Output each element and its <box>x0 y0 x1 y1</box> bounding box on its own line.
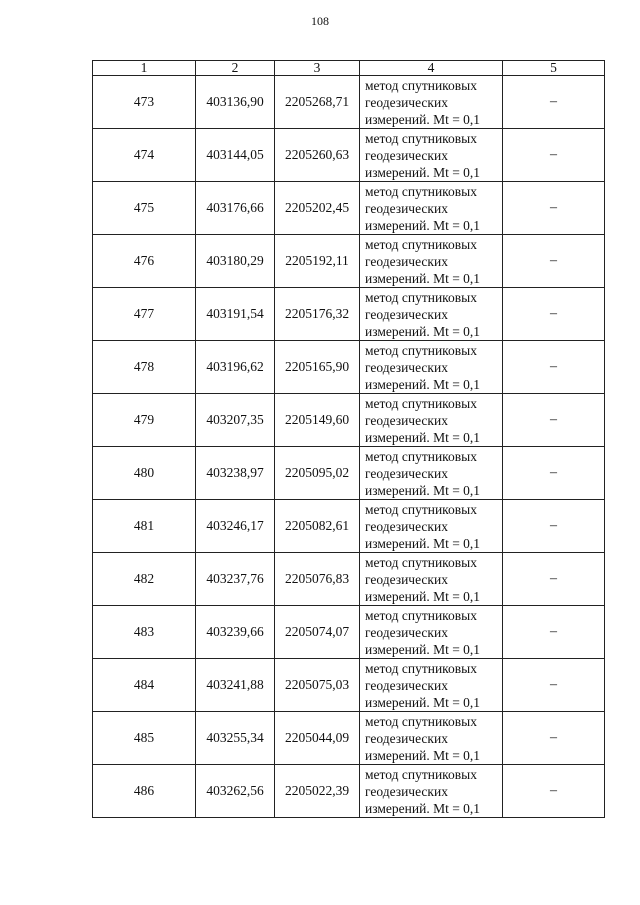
method-cell <box>360 288 503 341</box>
table-row <box>93 288 605 341</box>
y-coordinate-cell: 2205074,07 <box>275 606 360 659</box>
point-number-cell: 482 <box>93 553 196 606</box>
y-coordinate-cell: 2205165,90 <box>275 341 360 394</box>
x-coordinate-cell: 403262,56 <box>196 765 275 818</box>
method-line: геодезических <box>365 253 448 269</box>
point-number-cell: 473 <box>93 76 196 129</box>
column-header-1: 1 <box>93 61 196 76</box>
note-cell: – <box>503 765 605 818</box>
note-cell: – <box>503 341 605 394</box>
table-row <box>93 712 605 765</box>
table-row <box>93 129 605 182</box>
y-coordinate-cell: 2205268,71 <box>275 76 360 129</box>
method-line: измерений. Mt = 0,1 <box>365 323 481 339</box>
method-cell <box>360 394 503 447</box>
x-coordinate-cell: 403136,90 <box>196 76 275 129</box>
method-line: метод спутниковых <box>365 607 477 623</box>
method-line: геодезических <box>365 200 448 216</box>
x-coordinate-cell: 403241,88 <box>196 659 275 712</box>
method-line: геодезических <box>365 359 448 375</box>
point-number-cell: 476 <box>93 235 196 288</box>
x-coordinate-cell: 403207,35 <box>196 394 275 447</box>
method-line: измерений. Mt = 0,1 <box>365 482 481 498</box>
method-line: измерений. Mt = 0,1 <box>365 217 481 233</box>
note-cell: – <box>503 712 605 765</box>
y-coordinate-cell: 2205082,61 <box>275 500 360 553</box>
column-header-5: 5 <box>503 61 605 76</box>
method-line: метод спутниковых <box>365 130 477 146</box>
method-line: измерений. Mt = 0,1 <box>365 694 481 710</box>
table-row <box>93 659 605 712</box>
x-coordinate-cell: 403239,66 <box>196 606 275 659</box>
method-line: геодезических <box>365 412 448 428</box>
x-coordinate-cell: 403144,05 <box>196 129 275 182</box>
point-number-cell: 474 <box>93 129 196 182</box>
method-cell <box>360 765 503 818</box>
coordinates-table <box>92 60 605 818</box>
method-line: метод спутниковых <box>365 183 477 199</box>
method-cell <box>360 606 503 659</box>
x-coordinate-cell: 403237,76 <box>196 553 275 606</box>
method-cell <box>360 659 503 712</box>
method-line: геодезических <box>365 518 448 534</box>
table-row <box>93 765 605 818</box>
method-line: измерений. Mt = 0,1 <box>365 111 481 127</box>
point-number-cell: 481 <box>93 500 196 553</box>
method-cell <box>360 341 503 394</box>
method-line: геодезических <box>365 465 448 481</box>
point-number-cell: 485 <box>93 712 196 765</box>
method-line: измерений. Mt = 0,1 <box>365 641 481 657</box>
y-coordinate-cell: 2205176,32 <box>275 288 360 341</box>
method-line: измерений. Mt = 0,1 <box>365 429 481 445</box>
method-cell <box>360 235 503 288</box>
method-cell <box>360 712 503 765</box>
note-cell: – <box>503 606 605 659</box>
note-cell: – <box>503 182 605 235</box>
point-number-cell: 484 <box>93 659 196 712</box>
x-coordinate-cell: 403180,29 <box>196 235 275 288</box>
y-coordinate-cell: 2205260,63 <box>275 129 360 182</box>
note-cell: – <box>503 659 605 712</box>
table-row <box>93 235 605 288</box>
method-line: метод спутниковых <box>365 289 477 305</box>
method-line: измерений. Mt = 0,1 <box>365 747 481 763</box>
note-cell: – <box>503 129 605 182</box>
method-line: метод спутниковых <box>365 713 477 729</box>
method-line: геодезических <box>365 571 448 587</box>
table-row <box>93 341 605 394</box>
point-number-cell: 475 <box>93 182 196 235</box>
note-cell: – <box>503 235 605 288</box>
note-cell: – <box>503 447 605 500</box>
method-line: геодезических <box>365 783 448 799</box>
page-number: 108 <box>311 14 329 28</box>
note-cell: – <box>503 288 605 341</box>
column-header-4: 4 <box>360 61 503 76</box>
y-coordinate-cell: 2205075,03 <box>275 659 360 712</box>
method-line: измерений. Mt = 0,1 <box>365 376 481 392</box>
method-cell <box>360 447 503 500</box>
column-header-3: 3 <box>275 61 360 76</box>
method-line: метод спутниковых <box>365 395 477 411</box>
table-row <box>93 553 605 606</box>
note-cell: – <box>503 500 605 553</box>
x-coordinate-cell: 403238,97 <box>196 447 275 500</box>
y-coordinate-cell: 2205044,09 <box>275 712 360 765</box>
y-coordinate-cell: 2205202,45 <box>275 182 360 235</box>
table-header-row <box>93 61 605 76</box>
method-line: геодезических <box>365 677 448 693</box>
table-row <box>93 447 605 500</box>
method-cell <box>360 500 503 553</box>
method-line: метод спутниковых <box>365 501 477 517</box>
method-line: метод спутниковых <box>365 236 477 252</box>
x-coordinate-cell: 403246,17 <box>196 500 275 553</box>
table-row <box>93 76 605 129</box>
method-line: геодезических <box>365 147 448 163</box>
method-line: измерений. Mt = 0,1 <box>365 588 481 604</box>
method-cell <box>360 553 503 606</box>
y-coordinate-cell: 2205022,39 <box>275 765 360 818</box>
x-coordinate-cell: 403196,62 <box>196 341 275 394</box>
method-line: метод спутниковых <box>365 342 477 358</box>
method-line: измерений. Mt = 0,1 <box>365 164 481 180</box>
method-line: геодезических <box>365 306 448 322</box>
y-coordinate-cell: 2205076,83 <box>275 553 360 606</box>
method-line: геодезических <box>365 730 448 746</box>
method-line: геодезических <box>365 94 448 110</box>
point-number-cell: 480 <box>93 447 196 500</box>
method-line: геодезических <box>365 624 448 640</box>
method-line: измерений. Mt = 0,1 <box>365 800 481 816</box>
y-coordinate-cell: 2205095,02 <box>275 447 360 500</box>
method-cell <box>360 182 503 235</box>
method-line: метод спутниковых <box>365 554 477 570</box>
note-cell: – <box>503 394 605 447</box>
method-line: измерений. Mt = 0,1 <box>365 535 481 551</box>
table-row <box>93 394 605 447</box>
x-coordinate-cell: 403191,54 <box>196 288 275 341</box>
method-cell <box>360 76 503 129</box>
x-coordinate-cell: 403255,34 <box>196 712 275 765</box>
method-cell <box>360 129 503 182</box>
note-cell: – <box>503 76 605 129</box>
note-cell: – <box>503 553 605 606</box>
point-number-cell: 478 <box>93 341 196 394</box>
table-body <box>93 76 605 818</box>
method-line: метод спутниковых <box>365 448 477 464</box>
column-header-2: 2 <box>196 61 275 76</box>
table-row <box>93 606 605 659</box>
point-number-cell: 486 <box>93 765 196 818</box>
table-row <box>93 182 605 235</box>
x-coordinate-cell: 403176,66 <box>196 182 275 235</box>
table-row <box>93 500 605 553</box>
y-coordinate-cell: 2205192,11 <box>275 235 360 288</box>
point-number-cell: 479 <box>93 394 196 447</box>
y-coordinate-cell: 2205149,60 <box>275 394 360 447</box>
method-line: измерений. Mt = 0,1 <box>365 270 481 286</box>
method-line: метод спутниковых <box>365 660 477 676</box>
method-line: метод спутниковых <box>365 77 477 93</box>
method-line: метод спутниковых <box>365 766 477 782</box>
point-number-cell: 483 <box>93 606 196 659</box>
point-number-cell: 477 <box>93 288 196 341</box>
